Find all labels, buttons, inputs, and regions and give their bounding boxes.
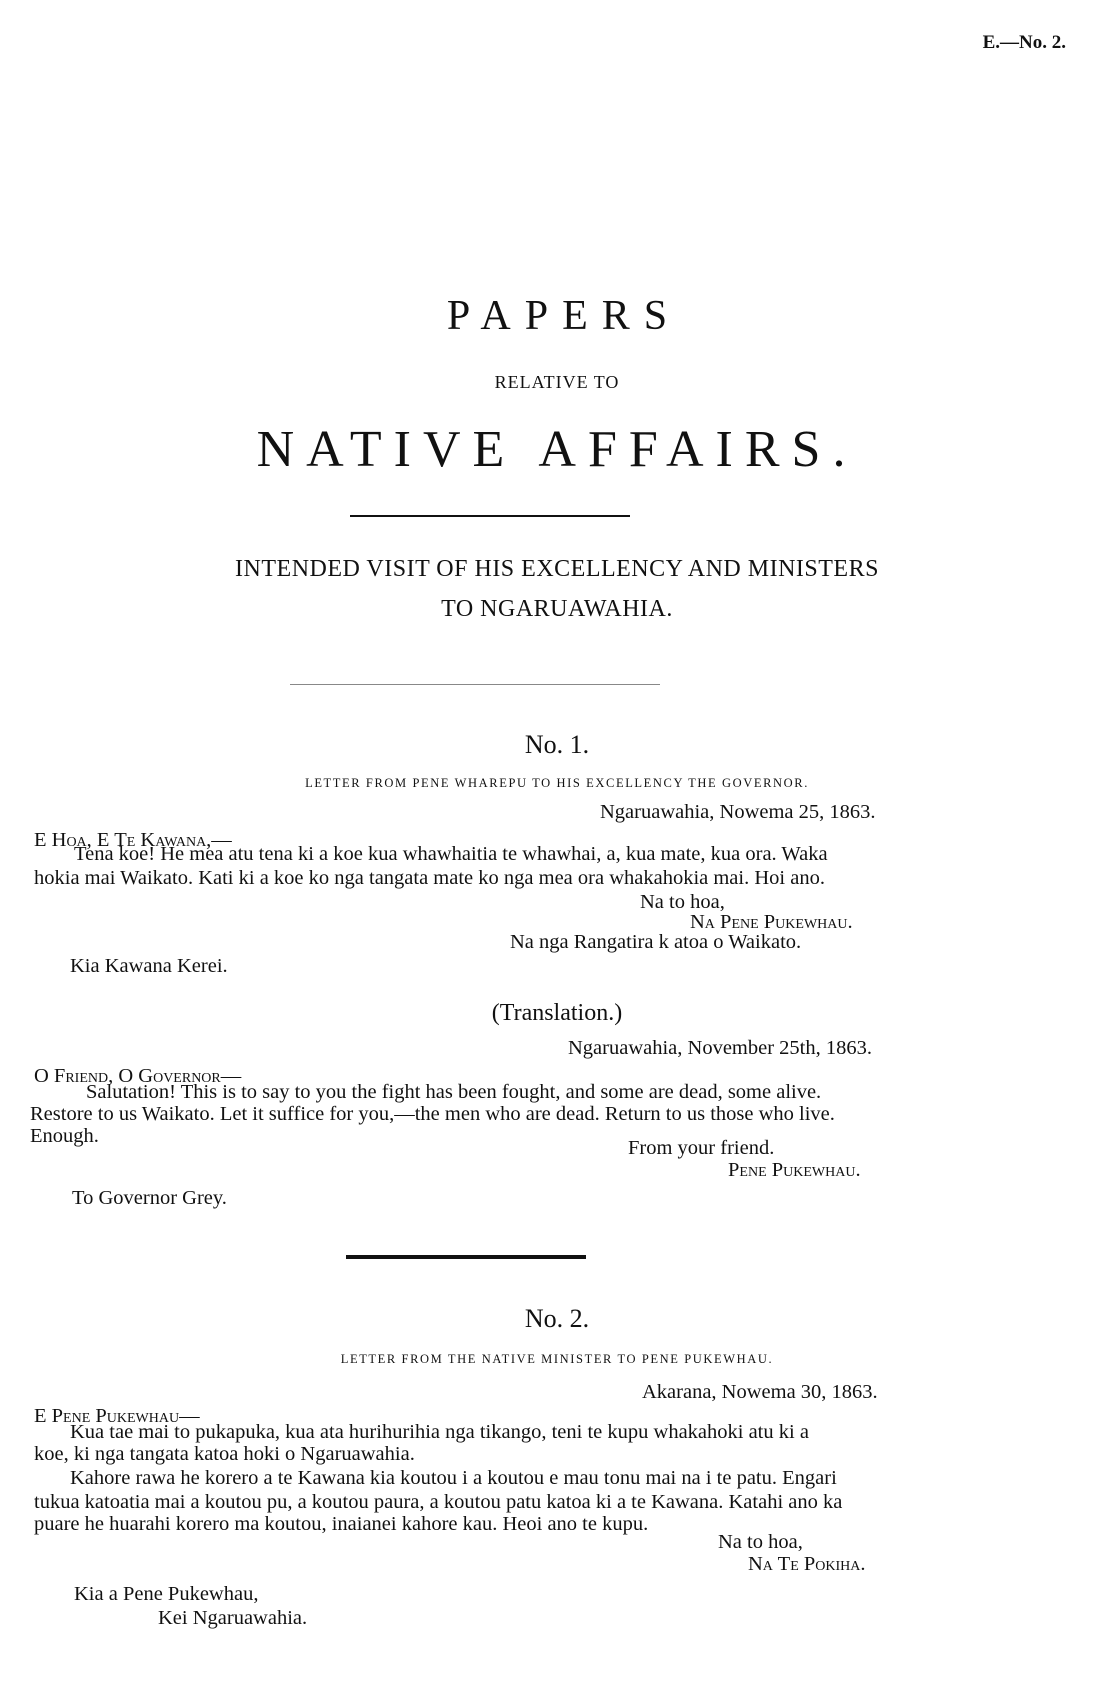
translation-place-date: Ngaruawahia, November 25th, 1863. — [568, 1037, 872, 1059]
letter-2-heading: LETTER FROM THE NATIVE MINISTER TO PENE PUKEWHAU. — [340, 1352, 774, 1366]
letter-1-address: Kia Kawana Kerei. — [70, 955, 228, 977]
section-rule — [346, 1255, 586, 1259]
letter-1-line-2: hokia mai Waikato. Kati ki a koe ko nga tangata mate ko nga mea ora whakahokia mai. Hoi ano. — [34, 867, 825, 889]
translation-heading: (Translation.) — [491, 1000, 623, 1026]
translation-sign-1: From your friend. — [628, 1137, 775, 1159]
title-papers: PAPERS — [446, 293, 682, 339]
letter-1-heading: LETTER FROM PENE WHAREPU TO HIS EXCELLENCY THE GOVERNOR. — [305, 776, 809, 790]
letter-1-place-date: Ngaruawahia, Nowema 25, 1863. — [600, 801, 876, 823]
letter-2-sign-1: Na to hoa, — [718, 1531, 803, 1553]
letter-2-place-date: Akarana, Nowema 30, 1863. — [642, 1381, 878, 1403]
translation-line-2: Restore to us Waikato. Let it suffice for you,—the men who are dead. Return to us those who live. — [30, 1103, 835, 1125]
letter-1-number: No. 1. — [524, 730, 590, 759]
letter-2-line-5: puare he huarahi korero ma koutou, inaianei kahore kau. Heoi ano te kupu. — [34, 1513, 649, 1535]
translation-line-3: Enough. — [30, 1125, 99, 1147]
letter-1-salutation: E Hoa, E Te Kawana,— — [34, 829, 232, 851]
letter-2-number: No. 2. — [524, 1304, 590, 1333]
document-reference: E.—No. 2. — [982, 32, 1066, 53]
letter-2-line-2: koe, ki nga tangata katoa hoki o Ngaruawahia. — [34, 1443, 415, 1465]
title-main: NATIVE AFFAIRS. — [256, 421, 858, 478]
letter-2-salutation: E Pene Pukewhau— — [34, 1405, 200, 1427]
translation-address: To Governor Grey. — [72, 1187, 227, 1209]
translation-sign-2: Pene Pukewhau. — [728, 1159, 861, 1181]
title-relative-to: RELATIVE TO — [494, 372, 620, 392]
letter-2-line-1: Kua tae mai to pukapuka, kua ata hurihurihia nga tikango, teni te kupu whakahoki atu ki a — [70, 1421, 809, 1443]
letter-2-address-2: Kei Ngaruawahia. — [158, 1607, 308, 1629]
subtitle-line-2: TO NGARUAWAHIA. — [441, 596, 673, 622]
translation-salutation: O Friend, O Governor— — [34, 1065, 242, 1087]
subtitle-line-1: INTENDED VISIT OF HIS EXCELLENCY AND MINISTERS — [235, 556, 879, 582]
translation-line-1: Salutation! This is to say to you the fight has been fought, and some are dead, some alive. — [86, 1081, 822, 1103]
letter-2-address-1: Kia a Pene Pukewhau, — [74, 1583, 259, 1605]
subtitle-rule — [290, 684, 660, 685]
letter-2-line-4: tukua katoatia mai a koutou pu, a koutou paura, a koutou patu katoa ki a te Kawana. Katahi ano ka — [34, 1491, 843, 1513]
letter-1-sign-2: Na Pene Pukewhau. — [690, 911, 853, 933]
letter-2-line-3: Kahore rawa he korero a te Kawana kia koutou i a koutou e mau tonu mai na i te patu. Engari — [70, 1467, 837, 1489]
letter-1-sign-1: Na to hoa, — [640, 891, 725, 913]
letter-1-line-1: Tena koe! He mea atu tena ki a koe kua whawhaitia te whawhai, a, kua mate, kua ora. Waka — [74, 843, 828, 865]
letter-1-sign-3: Na nga Rangatira k atoa o Waikato. — [510, 931, 802, 953]
title-rule — [350, 515, 630, 517]
letter-2-sign-2: Na Te Pokiha. — [748, 1553, 866, 1575]
